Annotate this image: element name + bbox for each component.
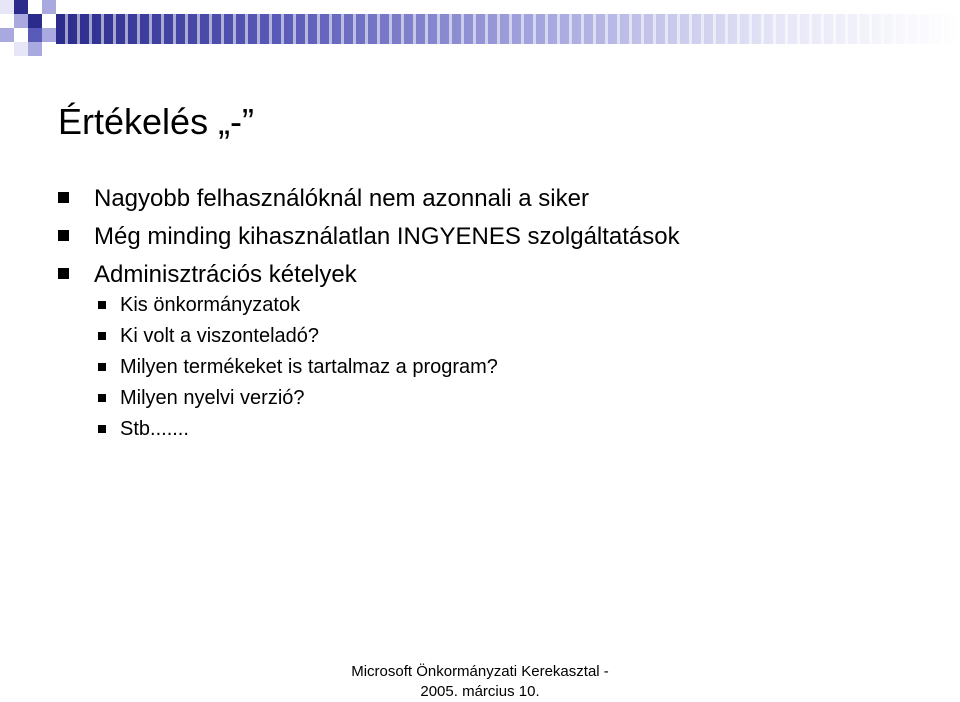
footer-date: 2005. március 10.	[420, 683, 540, 700]
list-item	[58, 256, 680, 294]
deco-square	[0, 28, 14, 42]
slide-footer	[330, 662, 630, 702]
bullet-text: Még minding kihasználatlan INGYENES szolgáltatások	[94, 223, 680, 250]
sub-bullet-text: Ki volt a viszonteladó?	[120, 325, 320, 347]
list-item	[98, 383, 498, 414]
sub-bullet-text: Milyen termékeket is tartalmaz a program?	[120, 356, 498, 378]
sub-bullet-list	[98, 290, 498, 445]
list-item	[58, 180, 680, 218]
deco-square	[0, 0, 14, 14]
square-bullet-icon	[98, 363, 106, 371]
square-bullet-icon	[98, 394, 106, 402]
square-bullet-icon	[98, 425, 106, 433]
deco-square	[42, 28, 56, 42]
square-bullet-icon	[98, 301, 106, 309]
bullet-text: Nagyobb felhasználóknál nem azonnali a siker	[94, 185, 589, 212]
deco-square	[14, 14, 28, 28]
list-item	[98, 321, 498, 352]
deco-square	[14, 42, 28, 56]
deco-square	[28, 14, 42, 28]
bullet-text: Adminisztrációs kételyek	[94, 261, 357, 288]
square-bullet-icon	[98, 332, 106, 340]
slide-title: Értékelés „-”	[58, 101, 255, 142]
list-item	[98, 290, 498, 321]
header-decoration	[0, 0, 960, 60]
header-stripes	[56, 14, 960, 44]
square-bullet-icon	[58, 230, 69, 241]
square-bullet-icon	[58, 192, 69, 203]
deco-square	[28, 42, 42, 56]
main-bullet-list	[58, 180, 680, 294]
deco-square	[28, 28, 42, 42]
sub-bullet-text: Milyen nyelvi verzió?	[120, 387, 305, 409]
list-item	[98, 352, 498, 383]
list-item	[98, 414, 498, 445]
footer-line: Microsoft Önkormányzati Kerekasztal -	[351, 663, 609, 680]
sub-bullet-text: Kis önkormányzatok	[120, 294, 301, 316]
list-item	[58, 218, 680, 256]
deco-square	[14, 0, 28, 14]
sub-bullet-text: Stb.......	[120, 418, 189, 440]
square-bullet-icon	[58, 268, 69, 279]
deco-square	[42, 0, 56, 14]
